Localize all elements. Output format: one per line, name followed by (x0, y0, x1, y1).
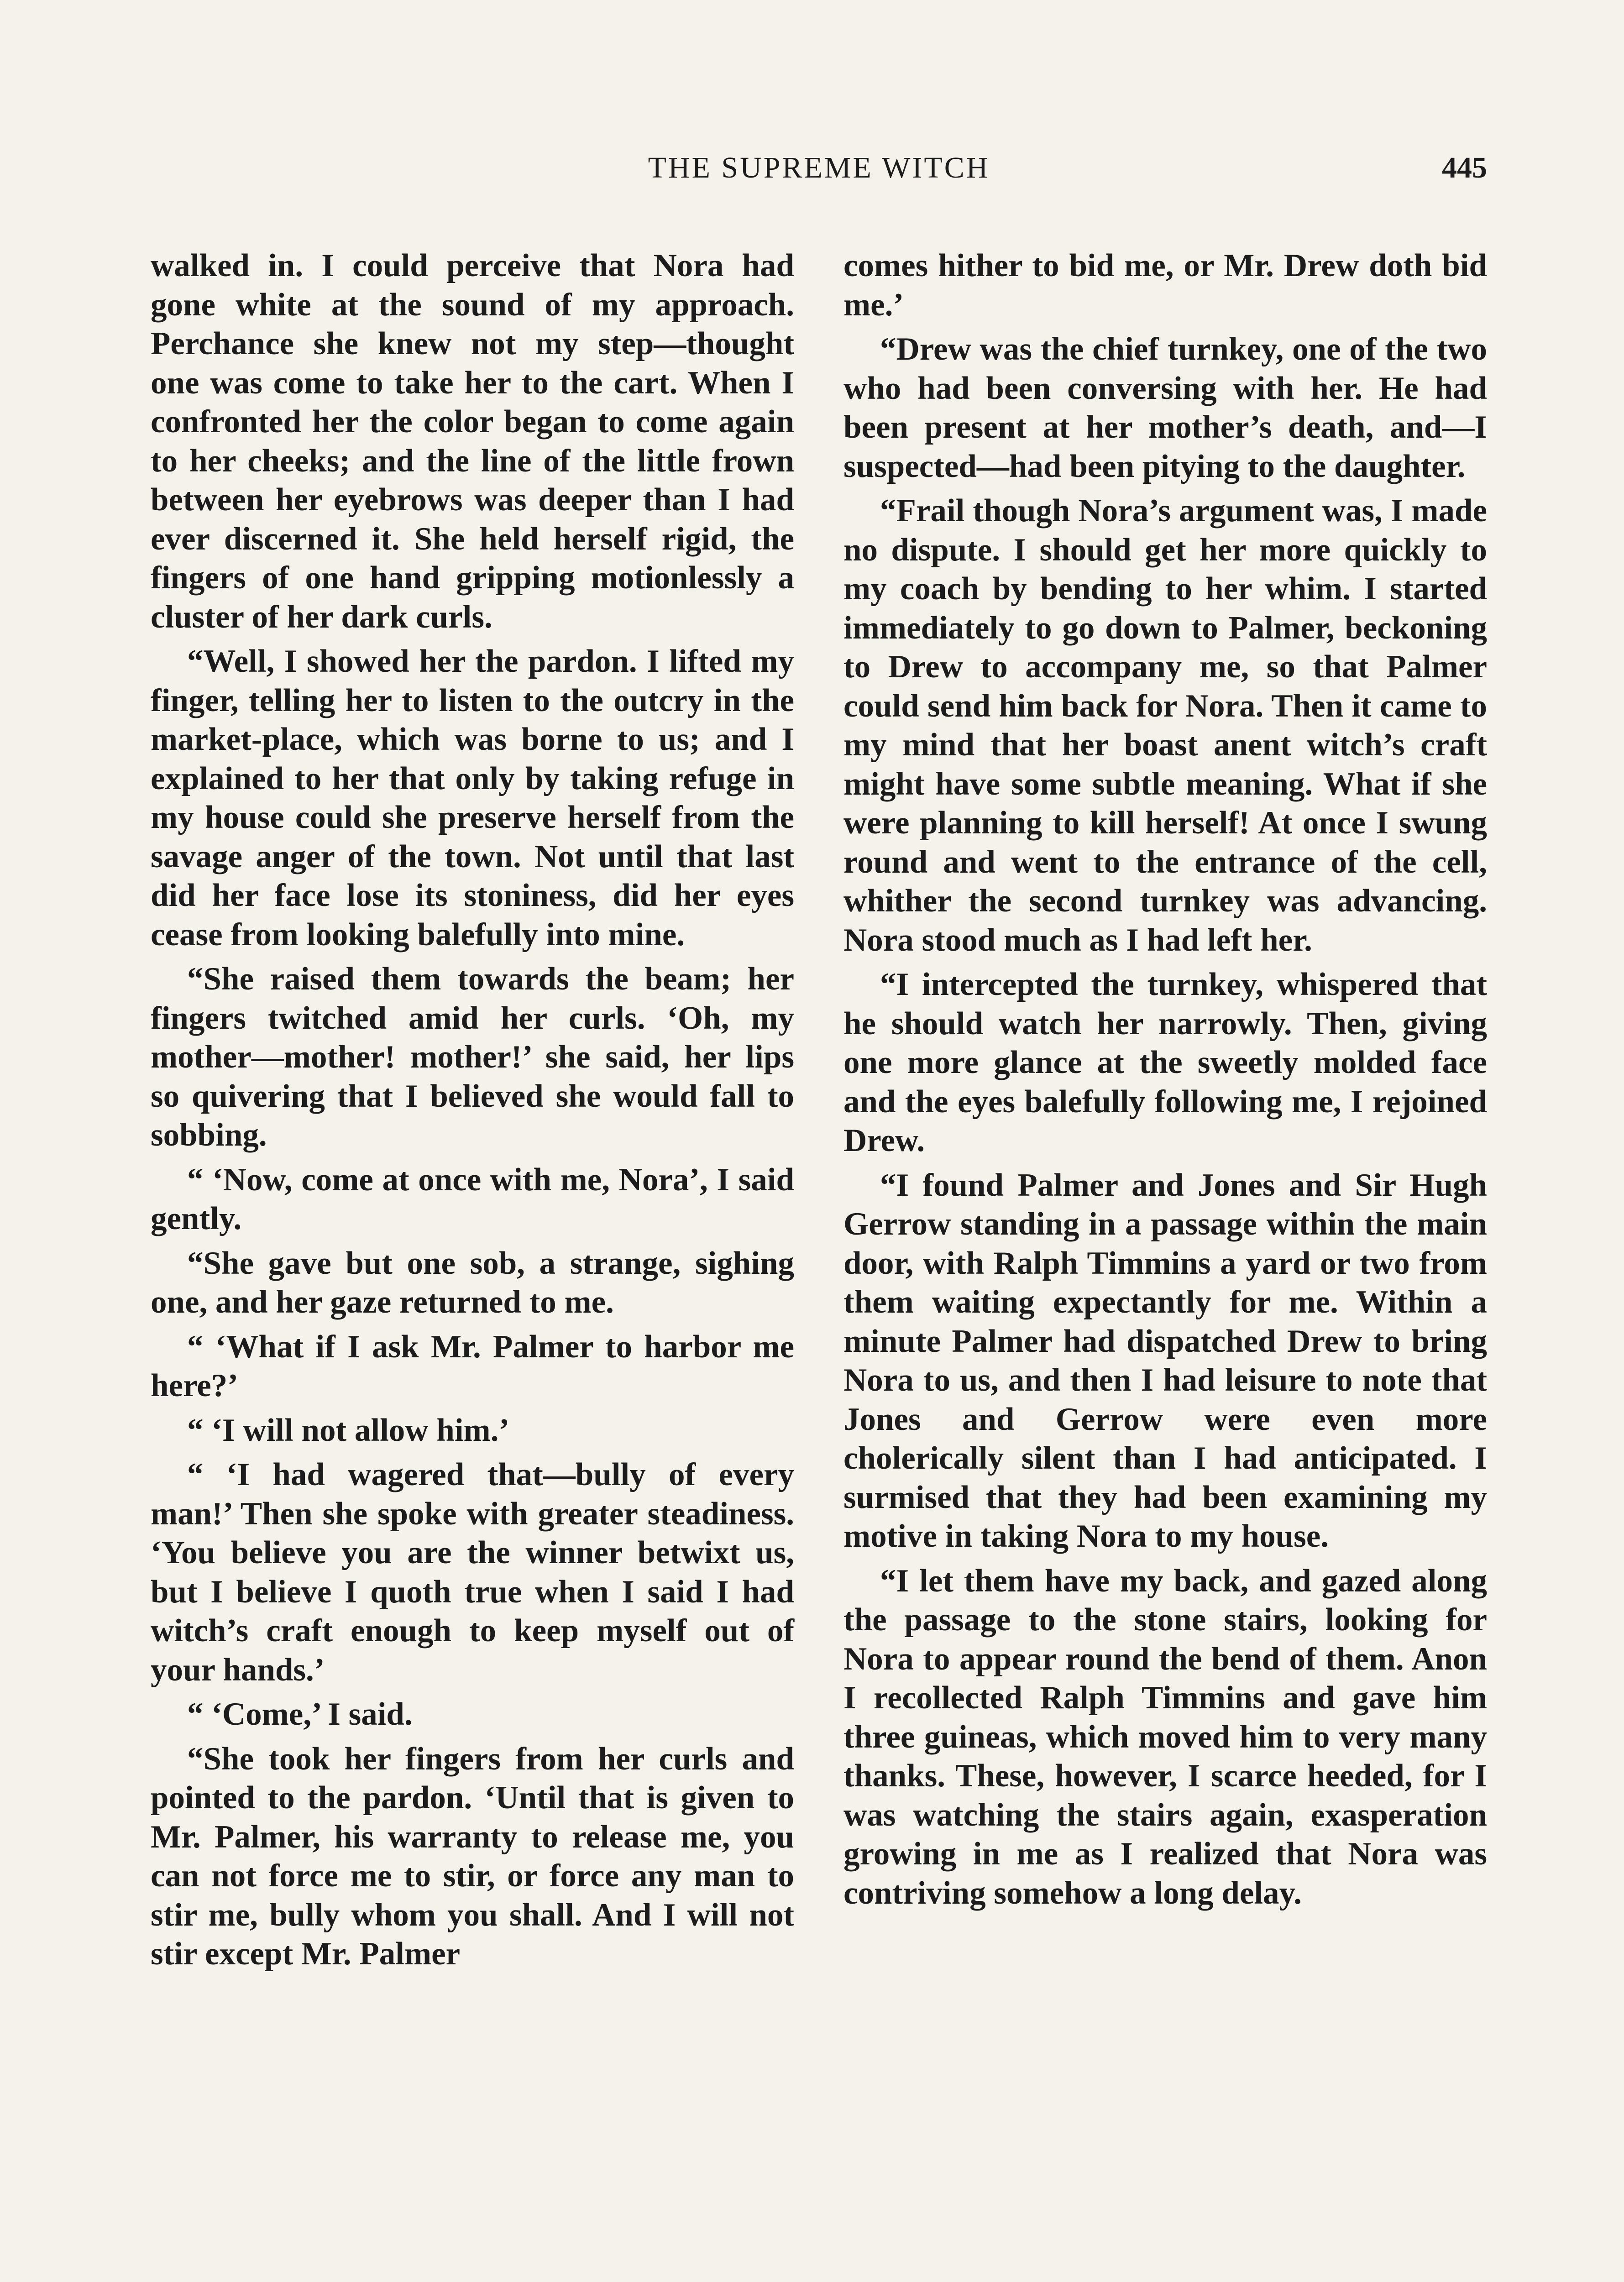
paragraph: “She took her fingers from her curls and pointed to the pardon. ‘Until that is given to Mr. Palmer, his warranty to release me, you can not force me to stir, or force any man to stir me, bully whom you shall. And I will not stir except Mr. Palmer (151, 1741, 794, 1972)
paragraph: “ ‘I had wagered that—bully of every man!’ Then she spoke with greater steadiness. ‘You believe you are the winner betwixt us, but I believe I quoth true when I said I had witch’s craft enough to keep myself out of your hands.’ (151, 1457, 794, 1688)
paragraph: walked in. I could perceive that Nora had gone white at the sound of my approach. Perchance she knew not my step—thought one was come to take her to the cart. When I confronted her the color began to come again to her cheeks; and the line of the little frown between her eyebrows was deeper than I had ever discerned it. She held herself rigid, the fingers of one hand gripping motionlessly a cluster of her dark curls. (151, 248, 794, 635)
paragraph: comes hither to bid me, or Mr. Drew doth bid me.’ (843, 248, 1487, 323)
paragraph: “ ‘Now, come at once with me, Nora’, I said gently. (151, 1162, 794, 1236)
paragraph: “She gave but one sob, a strange, sighing one, and her gaze returned to me. (151, 1245, 794, 1320)
right-column (843, 246, 1487, 2282)
paragraph: “ ‘Come,’ I said. (187, 1696, 413, 1732)
page-number: 445 (1442, 151, 1487, 184)
paragraph: “ ‘I will not allow him.’ (187, 1412, 510, 1448)
paragraph: “Well, I showed her the pardon. I lifted my finger, telling her to listen to the outcry in the market-place, which was borne to us; and I explained to her that only by taking refuge in my house could she preserve herself from the savage anger of the town. Not until that last did her face lose its stoniness, did her eyes cease from looking balefully into mine. (151, 644, 794, 953)
paragraph: “I let them have my back, and gazed along the passage to the stone stairs, looking for Nora to appear round the bend of them. Anon I recollected Ralph Timmins and gave him three guineas, which moved him to very many thanks. These, however, I scarce heeded, for I was watching the stairs again, exasperation growing in me as I realized that Nora was contriving somehow a long delay. (843, 1563, 1487, 1911)
page-header (151, 151, 1487, 192)
text-columns (151, 246, 1487, 2282)
paragraph: “She raised them towards the beam; her fingers twitched amid her curls. ‘Oh, my mother—mother! mother!’ she said, her lips so quivering that I believed she would fall to sobbing. (151, 961, 794, 1153)
paragraph: “ ‘What if I ask Mr. Palmer to harbor me here?’ (151, 1329, 794, 1403)
paragraph: “Frail though Nora’s argument was, I made no dispute. I should get her more quickly to my coach by bending to her whim. I started immediately to go down to Palmer, beckoning to Drew to accompany me, so that Palmer could send him back for Nora. Then it came to my mind that her boast anent witch’s craft might have some subtle meaning. What if she were planning to kill herself! At once I swung round and went to the entrance of the cell, whither the second turnkey was advancing. Nora stood much as I had left her. (843, 493, 1487, 958)
paragraph: “I found Palmer and Jones and Sir Hugh Gerrow standing in a passage within the main door, with Ralph Timmins a yard or two from them waiting expectantly for me. Within a minute Palmer had dispatched Drew to bring Nora to us, and then I had leisure to note that Jones and Gerrow were even more cholerically silent than I had anticipated. I surmised that they had been examining my motive in taking Nora to my house. (843, 1167, 1487, 1554)
paragraph: “I intercepted the turnkey, whispered that he should watch her narrowly. Then, giving one more glance at the sweetly molded face and the eyes balefully following me, I rejoined Drew. (843, 967, 1487, 1158)
left-column (151, 246, 794, 2282)
running-title: THE SUPREME WITCH (648, 151, 990, 184)
paragraph: “Drew was the chief turnkey, one of the two who had been conversing with her. He had been present at her mother’s death, and—I suspected—had been pitying to the daughter. (843, 331, 1487, 484)
